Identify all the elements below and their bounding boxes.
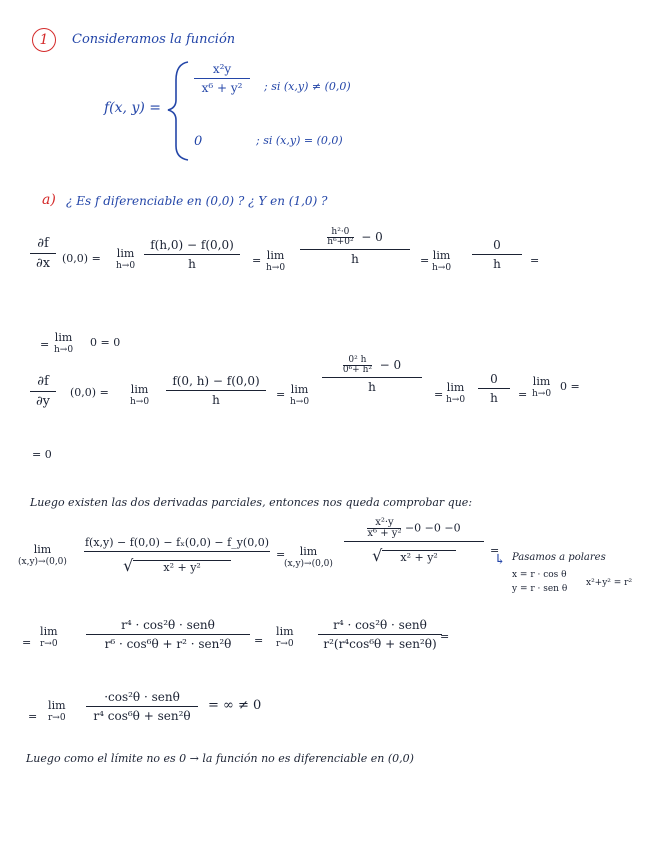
diff-fraction: f(x,y) − f(0,0) − fₓ(0,0) − f_y(0,0) √ x² + y² bbox=[84, 536, 270, 575]
polar-title: Pasamos a polares bbox=[512, 552, 606, 563]
partial-y-lim1: lim h→0 bbox=[130, 383, 150, 407]
case1-condition: ; si (x,y) ≠ (0,0) bbox=[264, 80, 351, 93]
case1-denominator: x⁶ + y² bbox=[201, 81, 243, 95]
part-a-question: ¿ Es f diferenciable en (0,0) ? ¿ Y en (1,0) ? bbox=[66, 194, 328, 208]
part-a-label: a) bbox=[42, 192, 56, 208]
problem-number: 1 bbox=[39, 32, 49, 48]
polar-step-eq: = bbox=[22, 636, 32, 649]
case2-value: 0 bbox=[194, 134, 203, 149]
diff-eq: = bbox=[276, 548, 286, 561]
diff-lim2: lim (x,y)→(0,0) bbox=[284, 545, 333, 569]
partial-x-cont-eq: = bbox=[40, 338, 50, 351]
polar-step-eq2: = bbox=[254, 634, 264, 647]
partial-y-symbol: ∂f ∂y bbox=[30, 374, 56, 409]
diff-eq2: = bbox=[490, 544, 500, 557]
case1-fraction bbox=[194, 62, 250, 95]
partial-x-lim2: lim h→0 bbox=[266, 249, 286, 273]
partial-x-fraction2: $\frac{\text{h²·0}}{\text{h⁶+0²}}$ − 0 h bbox=[300, 228, 410, 266]
diff-fraction2: $\frac{\text{x²·y}}{\text{x⁶ + y²}}$ −0 −0 −0 √ x² + y² bbox=[344, 518, 484, 565]
partial-x-eq1: = bbox=[252, 254, 262, 267]
final-result: = ∞ ≠ 0 bbox=[208, 698, 262, 713]
partial-y-lim4-value: 0 = bbox=[560, 380, 580, 393]
final-eq: = bbox=[28, 710, 38, 723]
partial-x-num: ∂f bbox=[37, 236, 49, 251]
polar-step-lim2: lim r→0 bbox=[276, 625, 294, 649]
problem-intro: Consideramos la función bbox=[72, 32, 236, 47]
function-name: f(x, y) = bbox=[104, 100, 161, 116]
partial-x-eq2: = bbox=[420, 254, 430, 267]
partial-x-point: (0,0) = bbox=[62, 252, 101, 265]
final-fraction: ·cos²θ · senθ r⁴ cos⁶θ + sen²θ bbox=[86, 690, 198, 723]
partial-x-fraction3: 0 h bbox=[472, 238, 522, 271]
polar-step-fraction: r⁴ · cos²θ · senθ r⁶ · cos⁶θ + r² · sen²θ bbox=[86, 618, 250, 651]
polar-sum: x²+y² = r² bbox=[586, 578, 633, 588]
partial-y-lim2: lim h→0 bbox=[290, 383, 310, 407]
polar-step-fraction2: r⁴ · cos²θ · senθ r²(r⁴cos⁶θ + sen²θ) bbox=[318, 618, 442, 651]
case2-condition: ; si (x,y) = (0,0) bbox=[256, 134, 343, 147]
partial-x-cont-lim: lim h→0 bbox=[54, 331, 74, 355]
partial-x-eq3: = bbox=[530, 254, 540, 267]
partial-x-lim3: lim h→0 bbox=[432, 249, 452, 273]
partial-y-eq1: = bbox=[276, 388, 286, 401]
partial-y-eq3: = bbox=[518, 388, 528, 401]
polar-step-eq3: = bbox=[440, 630, 450, 643]
partial-x-symbol bbox=[30, 236, 56, 271]
partial-y-fraction3: 0 h bbox=[478, 372, 510, 405]
conclusion-sentence: Luego como el límite no es 0 → la función no es diferenciable en (0,0) bbox=[26, 752, 414, 765]
polar-x: x = r · cos θ bbox=[512, 570, 567, 580]
final-lim: lim r→0 bbox=[48, 699, 66, 723]
partial-x-den: ∂x bbox=[35, 256, 51, 271]
partial-y-fraction1: f(0, h) − f(0,0) h bbox=[166, 374, 266, 407]
case1-numerator: x²y bbox=[212, 62, 232, 76]
polar-arrow-icon: ↳ bbox=[494, 552, 506, 568]
partial-y-point: (0,0) = bbox=[70, 386, 109, 399]
existence-sentence: Luego existen las dos derivadas parciales, entonces nos queda comprobar que: bbox=[30, 496, 473, 509]
polar-y: y = r · sen θ bbox=[512, 584, 568, 594]
partial-x-lim1: lim h→0 bbox=[116, 247, 136, 271]
partial-y-lim3: lim h→0 bbox=[446, 381, 466, 405]
partial-y-lim4: lim h→0 bbox=[532, 375, 552, 399]
partial-x-fraction1: f(h,0) − f(0,0) h bbox=[144, 238, 240, 271]
diff-lim: lim (x,y)→(0,0) bbox=[18, 543, 67, 567]
partial-y-eq2: = bbox=[434, 388, 444, 401]
partial-y-fraction2: $\frac{\text{0² h}}{\text{0⁶+ h²}}$ − 0 h bbox=[322, 356, 422, 394]
partial-x-result: 0 = 0 bbox=[90, 336, 121, 349]
polar-step-lim: lim r→0 bbox=[40, 625, 58, 649]
partial-y-result: = 0 bbox=[32, 448, 52, 461]
